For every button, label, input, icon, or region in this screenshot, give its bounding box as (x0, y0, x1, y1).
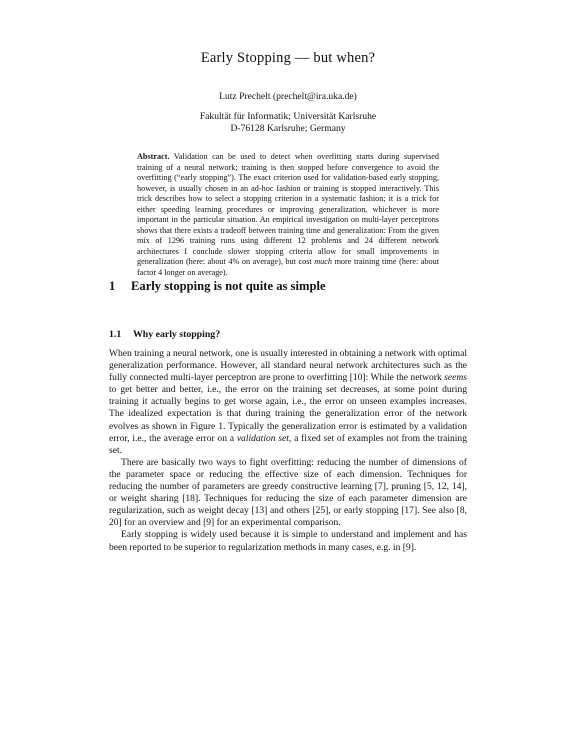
affiliation (0, 111, 576, 135)
paragraph-1-text-b: to get better and better, i.e., the error on the training set decreases, at some point during training it actually begins to get worse again, i.e., the error on unseen examples increases. The idealized expectation is that during training the generalization error of the network evolves as shown in Figure 1. Typically the generalization error is estimated by a validation error, i.e., the average error on a (109, 384, 467, 444)
paragraph-1-text-c: , a fixed set of examples not from the training set. (109, 432, 467, 456)
abstract-text-a: Validation can be used to detect when overfitting starts during supervised training of a neural network; training is then stopped before convergence to avoid the overfitting (“early stopping”). The exact criterion used for validation-based early stopping, however, is usually chosen in an ad-hoc fashion or training is stopped interactively. This trick describes how to select a stopping criterion in a systematic fashion; it is a trick for either speeding learning procedures or improving generalization, whichever is more important in the particular situation. An empirical investigation on multi-layer perceptrons shows that there exists a tradeoff between training time and generalization: From the given mix of 1296 training runs using different 12 problems and 24 different network architectures I conclude slower stopping criteria allow for small improvements in generalization (here: about 4% on average), but cost (137, 152, 439, 267)
paragraph-2: There are basically two ways to fight overfitting: reducing the number of dimensions of the parameter space or reducing the effective size of each dimension. Techniques for reducing the number of parameters are greedy constructive learning [7], pruning [5, 12, 14], or weight sharing [18]. Techniques for reducing the size of each parameter dimension are regularization, such as weight decay [13] and others [25], or early stopping [17]. See also [8, 20] for an overview and [9] for an experimental comparison. (109, 456, 467, 529)
subsection-number: 1.1 (109, 329, 122, 340)
abstract (137, 152, 439, 279)
section-number: 1 (109, 279, 116, 293)
abstract-label: Abstract. (137, 152, 170, 161)
paragraph-1-emphasis-1: seems (444, 372, 467, 384)
abstract-text-b: more training time (here: about factor 4 longer on average). (137, 257, 439, 278)
paragraph-1 (109, 348, 467, 457)
paragraph-1-emphasis-2: validation set (236, 432, 289, 444)
author-line: Lutz Prechelt (prechelt@ira.uka.de) (219, 91, 357, 102)
paragraph-1-text-a: When training a neural network, one is usually interested in obtaining a network with optimal generalization performance. However, all standard neural network architectures such as the fully connected multi-layer perceptron are prone to overfitting [10]: While the network (109, 348, 467, 384)
section-title: Early stopping is not quite as simple (131, 279, 326, 293)
abstract-emphasis: much (314, 257, 332, 267)
affiliation-line-2: D-76128 Karlsruhe; Germany (230, 123, 346, 134)
paper-title: Early Stopping — but when? (200, 50, 376, 66)
subsection-heading (109, 329, 220, 340)
section-heading (109, 279, 326, 294)
affiliation-line-1: Fakultät für Informatik; Universität Karlsruhe (199, 111, 377, 122)
body-text (109, 348, 467, 554)
subsection-title: Why early stopping? (133, 329, 221, 340)
paragraph-3: Early stopping is widely used because it is simple to understand and implement and has been reported to be superior to regularization methods in many cases, e.g. in [9]. (109, 529, 467, 553)
